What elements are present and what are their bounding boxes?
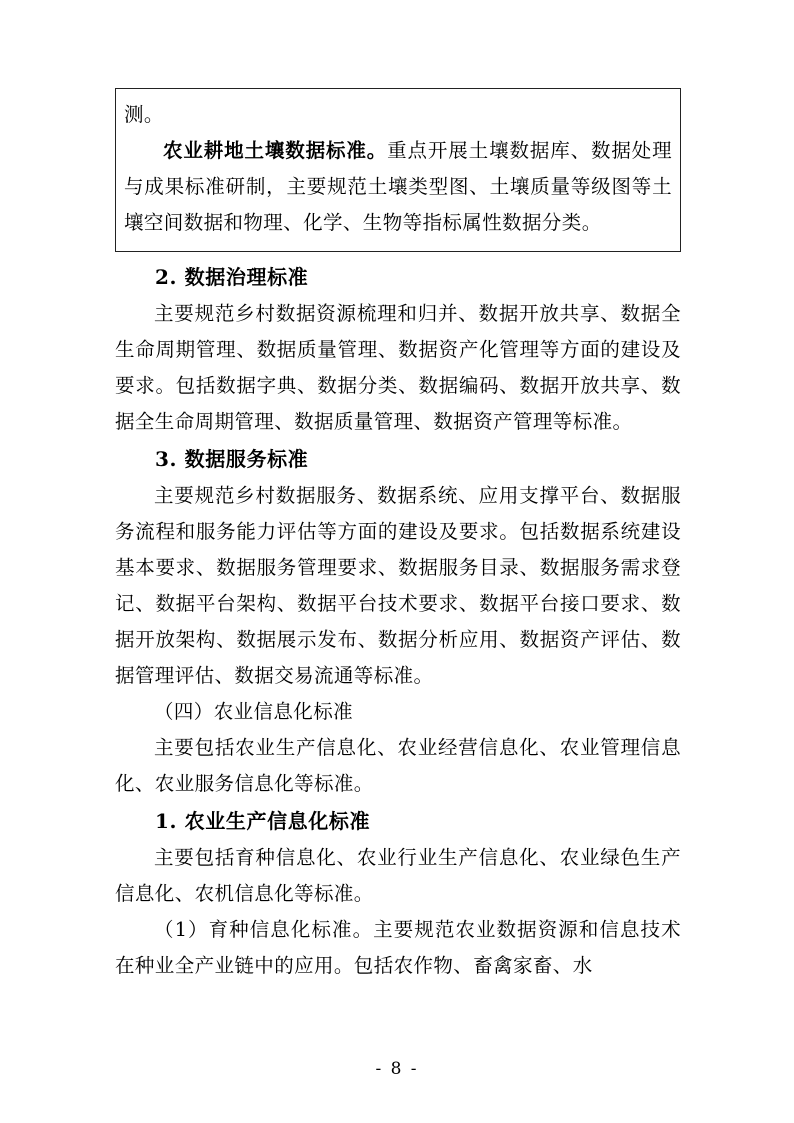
section-number-3: 3. bbox=[155, 447, 178, 471]
section-heading-2 bbox=[115, 258, 681, 296]
section-2-paragraph-1: 主要规范乡村数据资源梳理和归并、数据开放共享、数据全生命周期管理、数据质量管理、数据资产化管理等方面的建设及要求。包括数据字典、数据分类、数据编码、数据开放共享、数据全生命周期管理、数据质量管理、数据资产管理等标准。 bbox=[115, 302, 681, 433]
subsection-label: （四）农业信息化标准 bbox=[154, 700, 354, 723]
boxed-paragraph bbox=[124, 133, 672, 241]
section-3-paragraph-1: 主要规范乡村数据服务、数据系统、应用支撑平台、数据服务流程和服务能力评估等方面的建设及要求。包括数据系统建设基本要求、数据服务管理要求、数据服务目录、数据服务需求登记、数据平台架构、数据平台技术要求、数据平台接口要求、数据开放架构、数据展示发布、数据分析应用、数据资产评估、数据管理评估、数据交易流通等标准。 bbox=[115, 484, 681, 687]
section-number-2: 2. bbox=[155, 265, 178, 289]
subsection-paragraph: 主要包括农业生产信息化、农业经营信息化、农业管理信息化、农业服务信息化等标准。 bbox=[115, 736, 681, 795]
subsection-item-paragraph-2: （1）育种信息化标准。主要规范农业数据资源和信息技术在种业全产业链中的应用。包括农作物、畜禽家畜、水 bbox=[115, 918, 681, 977]
subsection-item-title-1: 农业生产信息化标准 bbox=[184, 809, 371, 833]
page-number: - 8 - bbox=[375, 1059, 419, 1079]
section-title-3: 数据服务标准 bbox=[184, 447, 309, 471]
page-content bbox=[115, 88, 681, 984]
boxed-callout bbox=[115, 88, 681, 252]
subsection-item-heading-1 bbox=[115, 802, 681, 840]
section-heading-3 bbox=[115, 440, 681, 478]
subsection-item-paragraph-1: 主要包括育种信息化、农业行业生产信息化、农业绿色生产信息化、农机信息化等标准。 bbox=[115, 846, 681, 905]
subsection-item-number-1: 1. bbox=[155, 809, 178, 833]
boxed-body: 重点开展土壤数据库、数据处理与成果标准研制，主要规范土壤类型图、土壤质量等级图等土壤空间数据和物理、化学、生物等指标属性数据分类。 bbox=[124, 139, 672, 234]
section-title-2: 数据治理标准 bbox=[184, 265, 309, 289]
continuation-line: 测。 bbox=[124, 103, 164, 126]
boxed-title: 农业耕地土壤数据标准。 bbox=[163, 139, 388, 162]
